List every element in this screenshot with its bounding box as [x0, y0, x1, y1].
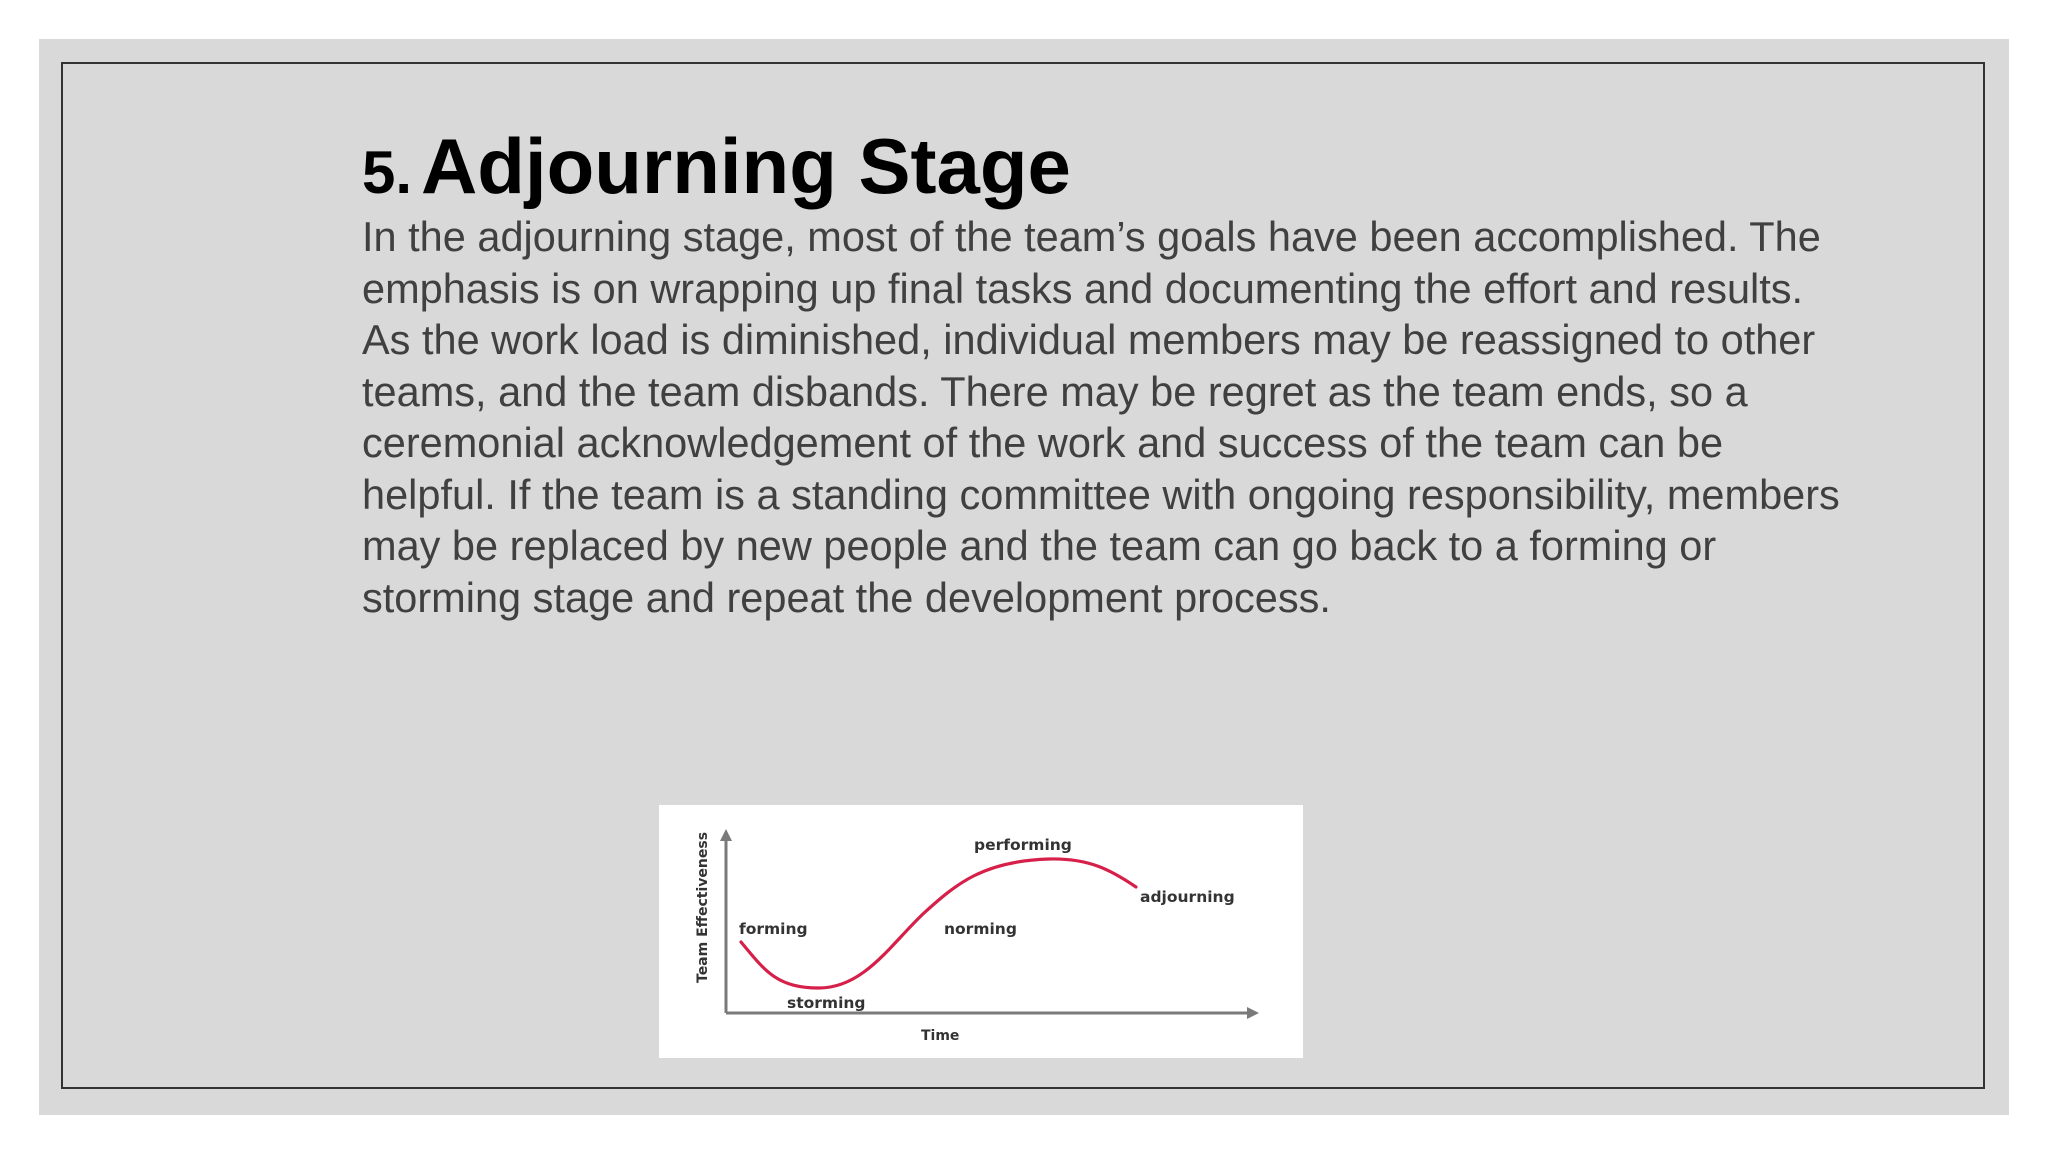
team-development-diagram: [659, 805, 1303, 1058]
diagram-svg: [659, 805, 1303, 1058]
stage-label-storming: storming: [787, 994, 866, 1012]
x-axis-arrow: [1247, 1007, 1259, 1019]
stage-label-performing: performing: [974, 836, 1072, 854]
stage-label-norming: norming: [944, 920, 1017, 938]
title-number: 5.: [362, 139, 413, 206]
title-text: Adjourning Stage: [420, 122, 1071, 210]
y-axis-label: Team Effectiveness: [695, 831, 711, 983]
x-axis-label: Time: [921, 1028, 960, 1044]
stage-label-forming: forming: [739, 920, 808, 938]
slide-background: [39, 39, 2009, 1115]
stage-label-adjourning: adjourning: [1140, 888, 1235, 906]
slide-title: [362, 122, 1071, 210]
slide-body-text: In the adjourning stage, most of the team’s goals have been accomplished. The emphasis is on wrapping up final tasks and documenting the effort and results. As the work load is diminished, individual members may be reassigned to other teams, and the team disbands. There may be regret as the team ends, so a ceremonial acknowledgement of the work and success of the team can be helpful. If the team is a standing committee with ongoing responsibility, members may be replaced by new people and the team can go back to a forming or storming stage and repeat the development process.: [362, 213, 1840, 621]
y-axis-arrow: [720, 829, 732, 841]
